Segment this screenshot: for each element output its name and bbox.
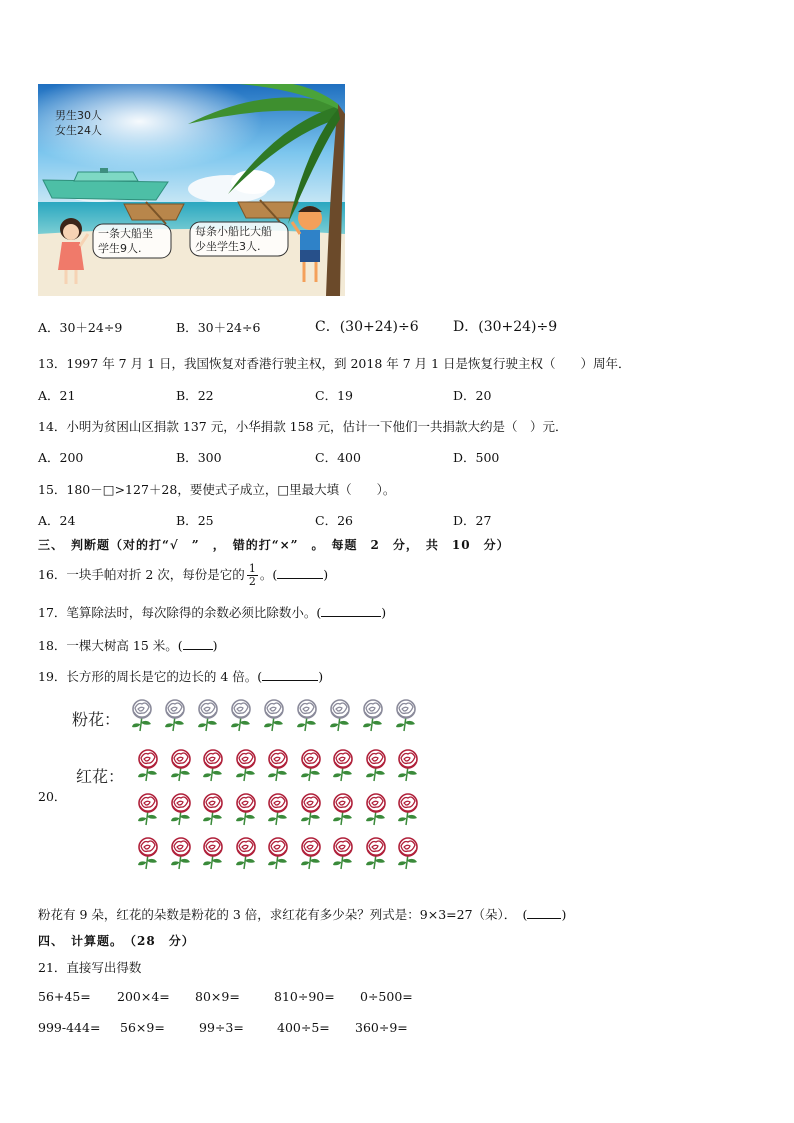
small-boat-bubble-line2: 少坐学生3人. [195, 240, 261, 253]
red-flower-icon [362, 792, 390, 830]
calc-item: 200×4= [117, 989, 170, 1004]
answer-blank[interactable] [277, 566, 323, 579]
red-flower-icon [264, 792, 292, 830]
calc-item: 999-444= [38, 1020, 101, 1035]
calc-item: 56+45= [38, 989, 91, 1004]
big-boat-bubble-line2: 学生9人. [98, 242, 142, 255]
red-flower-icon [264, 836, 292, 874]
option-c[interactable]: C．26 [315, 513, 353, 528]
red-flower-icon [232, 748, 260, 786]
pink-flower-icon [227, 698, 255, 736]
option-c[interactable]: C．19 [315, 388, 353, 403]
option-a[interactable]: A．24 [38, 513, 76, 528]
option-b[interactable]: B．300 [176, 450, 222, 465]
pink-flower-icon [392, 698, 420, 736]
calc-item: 80×9= [195, 989, 240, 1004]
red-flower-icon [297, 748, 325, 786]
answer-blank[interactable] [527, 906, 561, 919]
red-flower-icon [362, 748, 390, 786]
section-4-heading: 四、 计算题。 （28 分） [38, 934, 195, 948]
girls-count-label: 女生24人 [55, 124, 102, 137]
q16-text: 16．一块手帕对折 2 次，每份是它的 [38, 567, 245, 582]
q20-number: 20． [38, 789, 67, 804]
pink-flower-icon [359, 698, 387, 736]
pink-flower-icon [128, 698, 156, 736]
q16-line: 16．一块手帕对折 2 次，每份是它的 $\frac{1}{2}$ 。( ) [38, 562, 329, 588]
calc-item: 0÷500= [360, 989, 413, 1004]
red-flower-icon [297, 792, 325, 830]
section-3-heading: 三、 判断题（对的打“√ ” ， 错的打“×” 。 每题 2 分， 共 10 分） [38, 538, 510, 552]
q20-statement-line: 粉花有 9 朵，红花的朵数是粉花的 3 倍，求红花有多少朵？列式是：9×3=27（朵）． ( ) [38, 907, 567, 922]
option-c[interactable]: C．(30+24)÷6 [315, 319, 419, 335]
option-d[interactable]: D．(30+24)÷9 [453, 319, 558, 335]
red-flower-icon [167, 836, 195, 874]
pink-flower-row [128, 698, 428, 738]
q14-text: 14．小明为贫困山区捐款 137 元，小华捐款 158 元，估计一下他们一共捐款大约是（ ）元． [38, 419, 568, 434]
calc-item: 400÷5= [277, 1020, 330, 1035]
option-a[interactable]: A．21 [38, 388, 76, 403]
red-flower-icon [199, 836, 227, 874]
red-flower-icon [199, 792, 227, 830]
fraction: $\frac{1}{2}$ [248, 562, 256, 588]
red-flower-grid [134, 748, 434, 880]
small-boat-bubble-line1: 每条小船比大船 [195, 225, 272, 238]
q13-text: 13．1997 年 7 月 1 日，我国恢复对香港行驶主权，到 2018 年 7 月 1 日是恢复行驶主权（ ）周年． [38, 356, 631, 371]
option-b[interactable]: B．25 [176, 513, 214, 528]
option-a[interactable]: A．200 [38, 450, 84, 465]
calc-item: 99÷3= [199, 1020, 244, 1035]
calc-item: 56×9= [120, 1020, 165, 1035]
option-d[interactable]: D．500 [453, 450, 500, 465]
option-b[interactable]: B．30＋24÷6 [176, 320, 261, 335]
word-problem-illustration [38, 84, 345, 296]
pink-flower-icon [161, 698, 189, 736]
q21-title: 21．直接写出得数 [38, 960, 142, 975]
red-flower-icon [134, 792, 162, 830]
red-flower-icon [297, 836, 325, 874]
q15-text: 15．180－□>127＋28，要使式子成立，□里最大填（ ）。 [38, 482, 396, 497]
option-d[interactable]: D．20 [453, 388, 492, 403]
red-flower-icon [394, 748, 422, 786]
calc-item: 360÷9= [355, 1020, 408, 1035]
boys-count-label: 男生30人 [55, 109, 102, 122]
red-flower-label: 红花： [76, 767, 125, 786]
pink-flower-icon [194, 698, 222, 736]
red-flower-icon [394, 792, 422, 830]
red-flower-icon [394, 836, 422, 874]
pink-flower-icon [260, 698, 288, 736]
pink-flower-label: 粉花： [72, 710, 121, 729]
option-b[interactable]: B．22 [176, 388, 214, 403]
red-flower-icon [329, 748, 357, 786]
red-flower-icon [232, 836, 260, 874]
q19-line: 19．长方形的周长是它的边长的 4 倍。( ) [38, 669, 324, 684]
red-flower-icon [134, 836, 162, 874]
red-flower-icon [329, 836, 357, 874]
red-flower-icon [167, 748, 195, 786]
red-flower-icon [264, 748, 292, 786]
option-d[interactable]: D．27 [453, 513, 492, 528]
red-flower-icon [329, 792, 357, 830]
red-flower-icon [167, 792, 195, 830]
calc-item: 810÷90= [274, 989, 335, 1004]
option-c[interactable]: C．400 [315, 450, 361, 465]
pink-flower-icon [326, 698, 354, 736]
big-boat-bubble-line1: 一条大船坐 [98, 227, 153, 240]
q17-line: 17．笔算除法时，每次除得的余数必须比除数小。( ) [38, 605, 387, 620]
answer-blank[interactable] [183, 637, 213, 650]
q18-line: 18．一棵大树高 15 米。( ) [38, 638, 218, 653]
red-flower-icon [199, 748, 227, 786]
red-flower-icon [134, 748, 162, 786]
answer-blank[interactable] [321, 604, 381, 617]
red-flower-icon [232, 792, 260, 830]
answer-blank[interactable] [262, 668, 318, 681]
pink-flower-icon [293, 698, 321, 736]
red-flower-icon [362, 836, 390, 874]
option-a[interactable]: A．30＋24÷9 [38, 320, 123, 335]
